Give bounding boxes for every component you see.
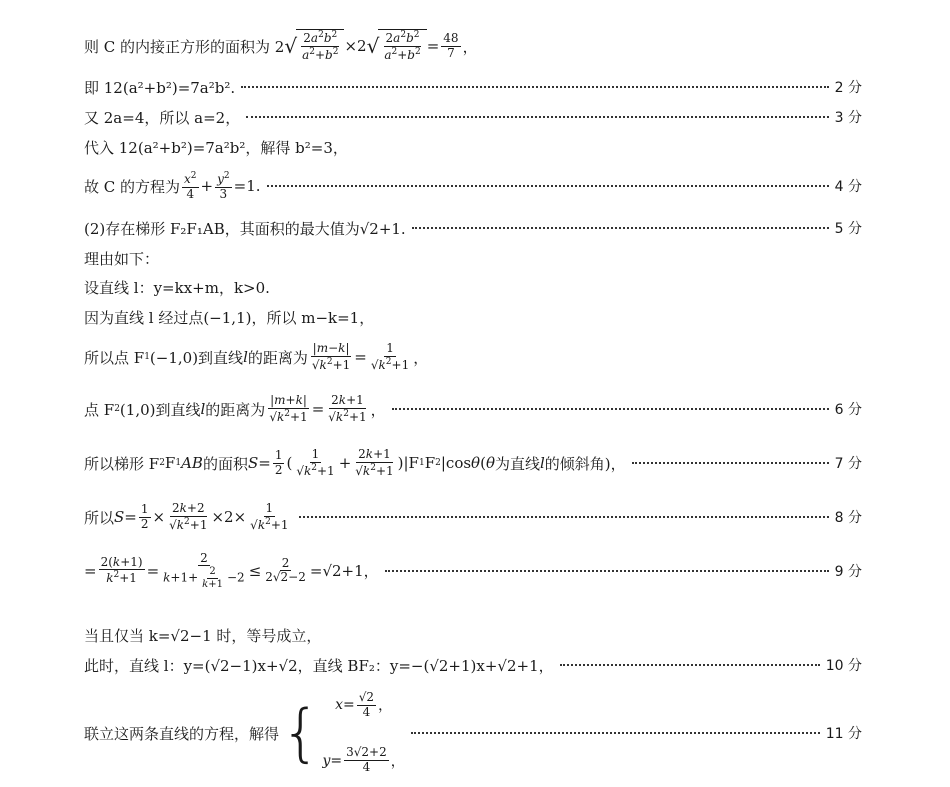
line-2-text: 又 2a=4，所以 a=2，: [84, 108, 241, 127]
line-14: [84, 618, 862, 652]
score-label: 7 分: [834, 456, 862, 472]
line-11: [84, 440, 862, 486]
line-13-math: = $\frac{2(k+1)}{k^2+1}$ = 2 k+1+ $\frac{2}{k+1}$ −2 ≤ $\frac{2}{2√2-2}$ =√2+1，: [84, 550, 379, 590]
line-2: [84, 100, 862, 134]
line-11-math: 所以梯形 F 2 F 1 AB 的面积 S = $\frac{1}{2}$ ( $\frac{1}{√k^2+1}$ + $\frac{2k+1}{√k^2+1}$ )|F 1 F 2 |cos θ ( θ 为直线 l 的倾斜角)，: [84, 446, 626, 478]
score-label: 9 分: [834, 564, 862, 580]
line-14-text: 当且仅当 k=√2−1 时，等号成立，: [84, 626, 322, 645]
line-6-text: 理由如下：: [84, 249, 160, 268]
line-8-text: 因为直线 l 经过点(−1,1)，所以 m−k=1，: [84, 308, 375, 327]
score-label: 4 分: [834, 179, 862, 195]
line-16-math: 联立这两条直线的方程，解得 { x = $\frac{√2}{4}$ ， y = $\frac{3√2+2}{4}$ ，: [84, 690, 405, 775]
score-label: 11 分: [825, 726, 862, 742]
score-label: 2 分: [834, 80, 862, 96]
line-3-text: 代入 12(a²+b²)=7a²b²，解得 b²=3，: [84, 138, 348, 157]
line-5-text: (2)存在梯形 F₂F₁AB，其面积的最大值为√2+1.: [84, 219, 406, 238]
line-9-math: 所以点 F 1 (−1,0)到直线 l 的距离为 $\frac{|m-k|}{√k^2+1}$ = $\frac{1}{√k^2+1}$ ，: [84, 340, 429, 372]
score-label: 8 分: [834, 510, 862, 526]
line-12-math: 所以 S = $\frac{1}{2}$ × $\frac{2k+2}{√k^2+1}$ ×2× $\frac{1}{√k^2+1}$: [84, 500, 289, 532]
leader-dots: [412, 227, 829, 229]
leader-dots: [411, 732, 820, 734]
line-9: [84, 334, 862, 380]
score-label: 6 分: [834, 402, 862, 418]
leader-dots: [560, 664, 820, 666]
leader-dots: [267, 185, 829, 187]
leader-dots: [241, 86, 828, 88]
sqrt-icon: √ $\frac{2a^2b^2}{a^2+b^2}$: [284, 29, 344, 63]
line-0-math: 则 C 的内接正方形的面积为 2 √ $\frac{2a^2b^2}{a^2+b^2}$ ×2 √ $\frac{2a^2b^2}{a^2+b^2}$ = $\frac{48}{7}$ ，: [84, 30, 478, 62]
leader-dots: [392, 408, 829, 410]
line-7-text: 设直线 l：y=kx+m，k>0.: [84, 278, 270, 297]
line-4: [84, 164, 862, 208]
line-1: [84, 70, 862, 104]
line-0: [84, 20, 862, 72]
leader-dots: [385, 570, 829, 572]
line-16: [84, 688, 862, 778]
leader-dots: [246, 116, 828, 118]
line-10: [84, 386, 862, 432]
line-12: [84, 494, 862, 540]
score-label: 3 分: [834, 110, 862, 126]
line-15: [84, 648, 862, 682]
score-label: 5 分: [834, 221, 862, 237]
line-5: [84, 211, 862, 245]
line-8: [84, 300, 862, 334]
leader-dots: [632, 462, 829, 464]
line-3: [84, 130, 862, 164]
line-4-math: 故 C 的方程为 $\frac{x^2}{4}$ + $\frac{y^2}{3}$ =1.: [84, 170, 261, 201]
line-1-text: 即 12(a²+b²)=7a²b².: [84, 78, 236, 97]
line-13: [84, 546, 862, 596]
brace-icon: {: [281, 696, 321, 769]
line-15-text: 此时，直线 l：y=(√2−1)x+√2，直线 BF₂：y=−(√2+1)x+√2+1，: [84, 656, 554, 675]
sqrt-icon: √ $\frac{2a^2b^2}{a^2+b^2}$: [367, 29, 427, 63]
line-10-math: 点 F 2 (1,0)到直线 l 的距离为 $\frac{|m+k|}{√k^2+1}$ = $\frac{2k+1}{√k^2+1}$ ，: [84, 392, 386, 424]
score-label: 10 分: [825, 658, 862, 674]
leader-dots: [299, 516, 829, 518]
line-7: [84, 270, 862, 304]
